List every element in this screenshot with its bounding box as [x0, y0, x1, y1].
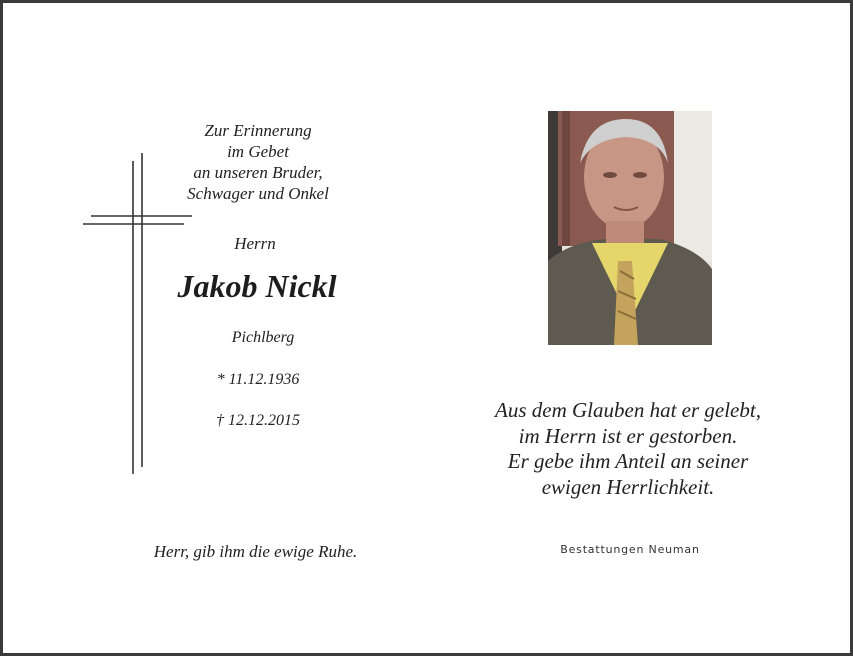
death-date: † 12.12.2015 [216, 412, 300, 429]
portrait-photo [548, 111, 712, 345]
verse-line: Aus dem Glauben hat er gelebt, [495, 398, 761, 422]
intro-line: an unseren Bruder, [193, 163, 323, 182]
intro-line: Schwager und Onkel [187, 184, 329, 203]
intro-line: Zur Erinnerung [204, 121, 312, 140]
portrait-photo-icon [548, 111, 712, 345]
prayer-line: Herr, gib ihm die ewige Ruhe. [153, 542, 358, 561]
funeral-home: Bestattungen Neuman [560, 543, 700, 556]
intro-text [153, 120, 363, 204]
salutation: Herrn [234, 234, 276, 253]
birth-date: * 11.12.1936 [216, 371, 300, 388]
verse-text [465, 398, 791, 500]
place: Pichlberg [231, 329, 295, 346]
verse-line: im Herrn ist er gestorben. [518, 423, 738, 448]
deceased-name: Jakob Nickl [177, 268, 337, 304]
intro-line: im Gebet [227, 142, 289, 161]
verse-line: ewigen Herrlichkeit. [541, 474, 715, 499]
verse-line: Er gebe ihm Anteil an seiner [507, 449, 749, 473]
